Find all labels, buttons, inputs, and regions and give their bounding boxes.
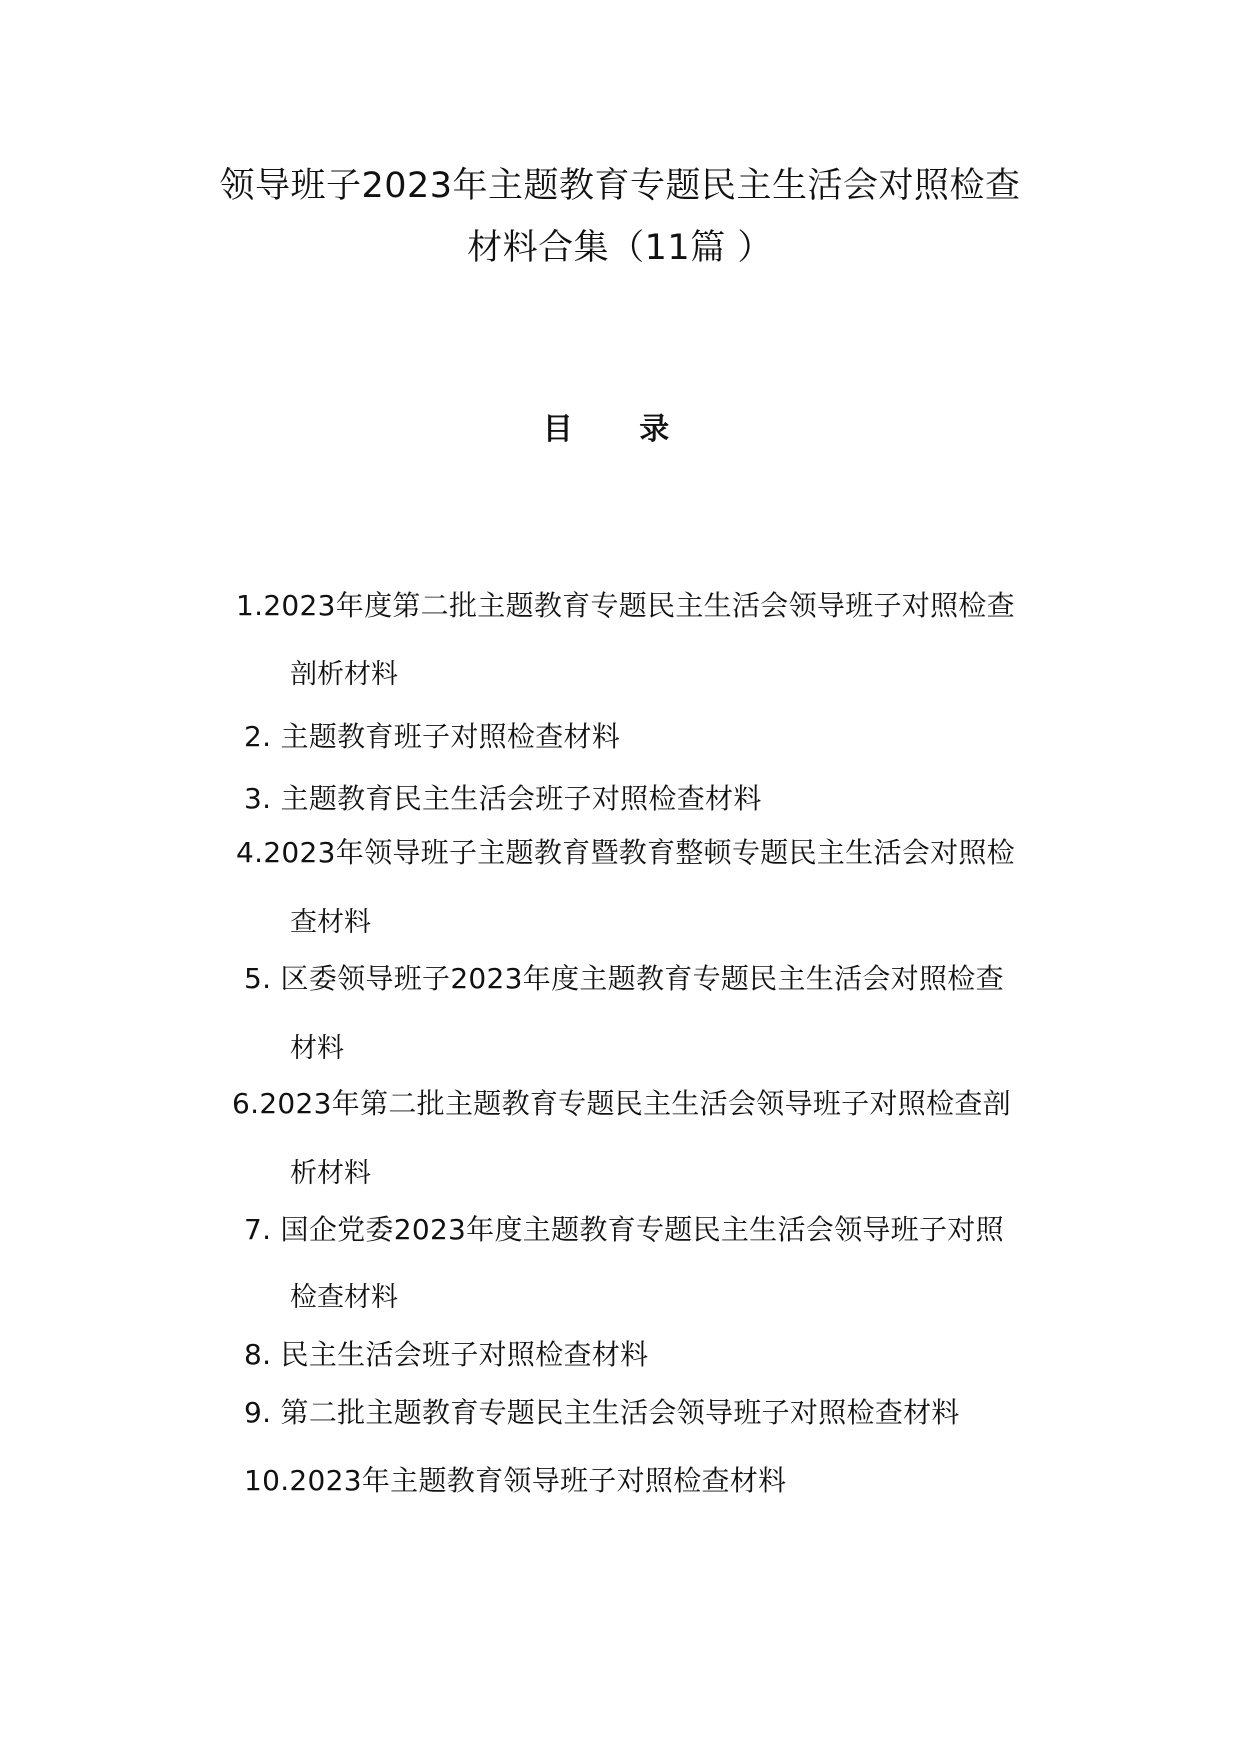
toc-item-4: 4.2023年领导班子主题教育暨教育整顿专题民主生活会对照检 xyxy=(236,836,1015,869)
toc-item-1-continuation: 剖析材料 xyxy=(290,659,398,690)
document-title-line-1: 领导班子2023年主题教育专题民主生活会对照检查 xyxy=(219,166,1021,206)
toc-heading: 目 录 xyxy=(542,412,698,447)
toc-item-2: 2. 主题教育班子对照检查材料 xyxy=(244,720,621,753)
toc-item-7-continuation: 检查材料 xyxy=(290,1282,398,1313)
document-title-line-2: 材料合集（11篇 ） xyxy=(467,228,773,268)
toc-item-5-continuation: 材料 xyxy=(290,1033,344,1064)
toc-item-6: 6.2023年第二批主题教育专题民主生活会领导班子对照检查剖 xyxy=(232,1087,1011,1120)
toc-item-4-continuation: 查材料 xyxy=(290,907,371,938)
toc-item-1: 1.2023年度第二批主题教育专题民主生活会领导班子对照检查 xyxy=(236,589,1015,622)
toc-item-6-continuation: 析材料 xyxy=(290,1158,371,1189)
toc-item-5: 5. 区委领导班子2023年度主题教育专题民主生活会对照检查 xyxy=(244,962,1004,995)
toc-item-3: 3. 主题教育民主生活会班子对照检查材料 xyxy=(244,782,762,815)
toc-item-7: 7. 国企党委2023年度主题教育专题民主生活会领导班子对照 xyxy=(244,1213,1004,1246)
toc-item-10: 10.2023年主题教育领导班子对照检查材料 xyxy=(244,1464,787,1497)
toc-item-9: 9. 第二批主题教育专题民主生活会领导班子对照检查材料 xyxy=(244,1396,960,1429)
toc-item-8: 8. 民主生活会班子对照检查材料 xyxy=(244,1338,649,1371)
